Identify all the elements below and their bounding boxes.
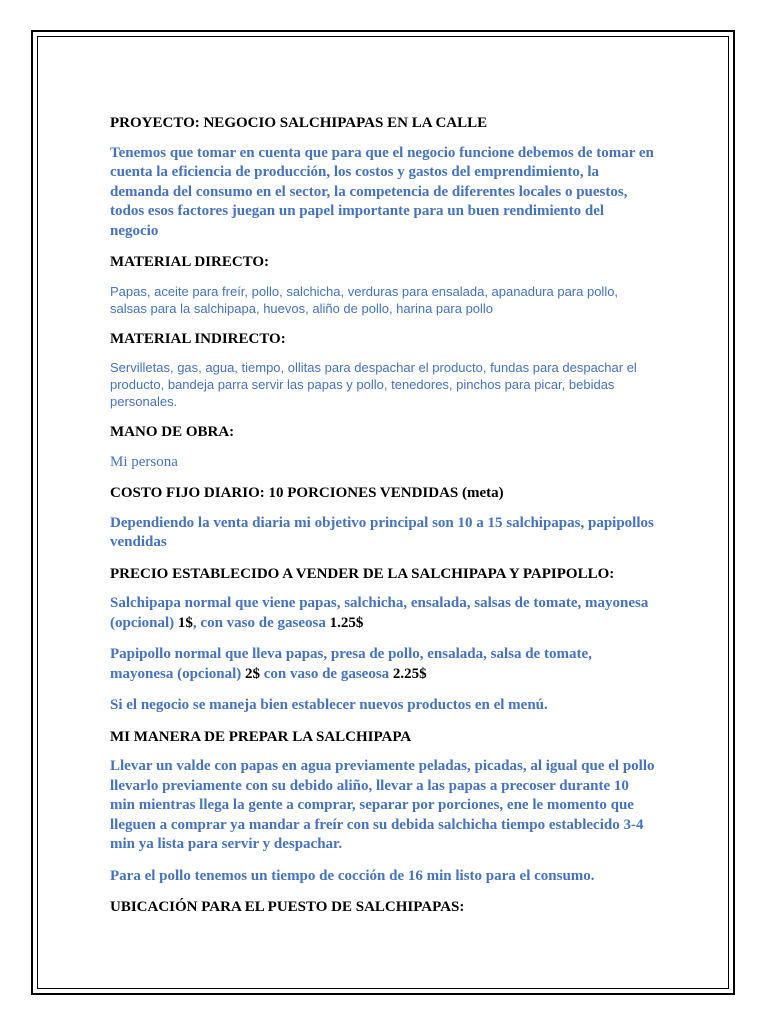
- costo-fijo-heading: COSTO FIJO DIARIO: 10 PORCIONES VENDIDAS (meta): [110, 485, 504, 501]
- precio-papipollo: [110, 645, 655, 684]
- salchipapa-description: Salchipapa normal que viene papas, salchicha, ensalada, salsas de tomate, mayonesa (opcional): [110, 595, 649, 631]
- nuevos-productos: Si el negocio se maneja bien establecer nuevos productos en el menú.: [110, 697, 548, 713]
- papipollo-combo-price: 2.25$: [392, 665, 427, 682]
- intro-paragraph: Tenemos que tomar en cuenta que para que el negocio funcione debemos de tomar en cuenta la eficiencia de producción, los costos y gastos del emprendimiento, la demanda del consumo en el sector, la competencia de diferentes locales o puestos, todos esos factores juegan un papel importante para un buen rendimiento del negocio: [110, 144, 654, 239]
- precio-salchipapa: [110, 594, 655, 633]
- salchipapa-combo: , con vaso de gaseosa: [192, 614, 326, 631]
- material-indirecto-heading: MATERIAL INDIRECTO:: [110, 330, 286, 347]
- papipollo-description: Papipollo normal que lleva papas, presa de pollo, ensalada, salsa de tomate, mayonesa (opcional): [110, 646, 592, 682]
- material-indirecto-text: Servilletas, gas, agua, tiempo, ollitas para despachar el producto, fundas para despachar el producto, bandeja parra servir las papas y pollo, tenedores, pinchos para picar, bebidas personales.: [110, 360, 637, 409]
- salchipapa-price: 1$: [177, 614, 193, 631]
- salchipapa-combo-price: 1.25$: [329, 614, 364, 631]
- document-title: PROYECTO: NEGOCIO SALCHIPAPAS EN LA CALLE: [110, 115, 488, 131]
- papipollo-combo: con vaso de gaseosa: [263, 665, 390, 682]
- material-directo-text: Papas, aceite para freír, pollo, salchicha, verduras para ensalada, apanadura para pollo, salsas para la salchipapa, huevos, aliño de pollo, harina para pollo: [110, 283, 619, 316]
- papipollo-price: 2$: [245, 665, 260, 682]
- costo-fijo-text: Dependiendo la venta diaria mi objetivo principal son 10 a 15 salchipapas, papipollos vendidas: [110, 514, 654, 550]
- mano-obra-heading: MANO DE OBRA:: [110, 424, 235, 440]
- material-directo-heading: MATERIAL DIRECTO:: [110, 254, 270, 270]
- preparacion-pollo: Para el pollo tenemos un tiempo de cocción de 16 min listo para el consumo.: [110, 867, 595, 884]
- preparacion-text: Llevar un valde con papas en agua previamente peladas, picadas, al igual que el pollo llevarlo previamente con su debido aliño, llevar a las papas a precoser durante 10 min mientras llega la gente a comprar, separar por porciones, ene le momento que lleguen a comprar ya mandar a freír con su debida salchicha tiempo establecido 3-4 min ya lista para servir y despachar.: [110, 758, 655, 852]
- mano-obra-text: Mi persona: [110, 453, 178, 470]
- ubicacion-heading: UBICACIÓN PARA EL PUESTO DE SALCHIPAPAS:: [110, 899, 465, 915]
- document-body: [110, 114, 655, 928]
- precio-heading: PRECIO ESTABLECIDO A VENDER DE LA SALCHIPAPA Y PAPIPOLLO:: [110, 565, 615, 582]
- preparacion-heading: MI MANERA DE PREPAR LA SALCHIPAPA: [110, 728, 412, 745]
